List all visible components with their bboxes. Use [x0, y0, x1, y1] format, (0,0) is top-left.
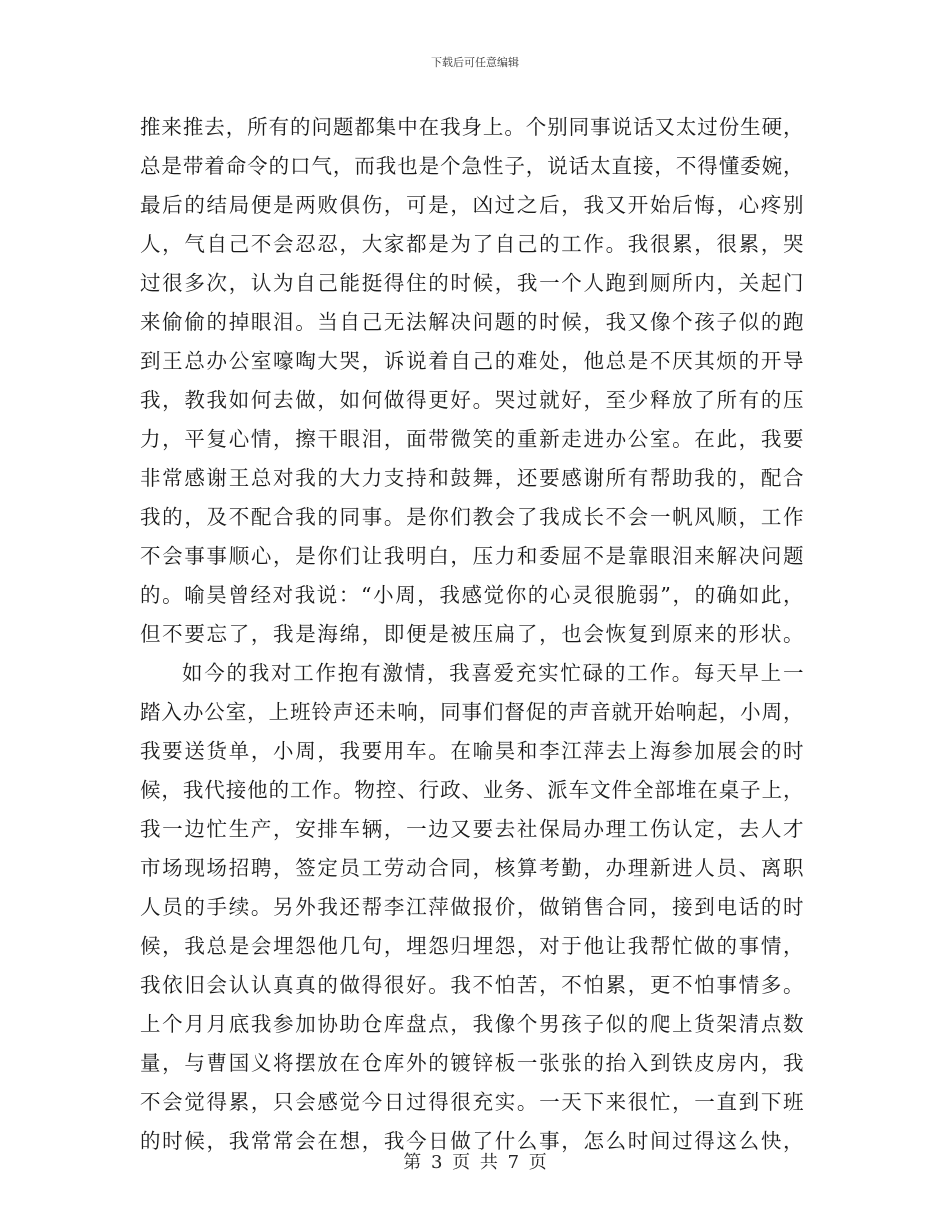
text-line: 我依旧会认认真真的做得很好。我不怕苦，不怕累，更不怕事情多。 [140, 973, 804, 997]
page-header: 下载后可任意编辑 [431, 56, 519, 69]
text-line: 量，与曹国义将摆放在仓库外的镀锌板一张张的抬入到铁皮房内，我 [140, 1051, 804, 1075]
text-line: 我一边忙生产，安排车辆，一边又要去社保局办理工伤认定，去人才 [140, 817, 804, 841]
text-line: 推来推去，所有的问题都集中在我身上。个别同事说话又太过份生硬， [140, 115, 804, 139]
document-body [140, 108, 804, 1161]
text-line: 人，气自己不会忍忍，大家都是为了自己的工作。我很累，很累，哭 [140, 232, 804, 256]
text-line: 最后的结局便是两败俱伤，可是，凶过之后，我又开始后悔，心疼别 [140, 193, 804, 217]
text-line: 非常感谢王总对我的大力支持和鼓舞，还要感谢所有帮助我的，配合 [140, 466, 804, 490]
text-line: 上个月月底我参加协助仓库盘点，我像个男孩子似的爬上货架清点数 [140, 1012, 804, 1036]
page-number: 第 3 页 共 7 页 [403, 1152, 547, 1173]
text-line: 过很多次，认为自己能挺得住的时候，我一个人跑到厕所内，关起门 [140, 271, 804, 295]
text-line: 但不要忘了，我是海绵，即便是被压扁了，也会恢复到原来的形状。 [140, 622, 804, 646]
text-line: 如今的我对工作抱有激情，我喜爱充实忙碌的工作。每天早上一 [182, 661, 804, 685]
text-line: 总是带着命令的口气，而我也是个急性子，说话太直接，不得懂委婉， [140, 154, 804, 178]
text-line: 候，我代接他的工作。物控、行政、业务、派车文件全部堆在桌子上， [140, 778, 804, 802]
text-line: 不会觉得累，只会感觉今日过得很充实。一天下来很忙，一直到下班 [140, 1090, 804, 1114]
text-line: 候，我总是会埋怨他几句，埋怨归埋怨，对于他让我帮忙做的事情， [140, 934, 804, 958]
text-line: 我要送货单，小周，我要用车。在喻昊和李江萍去上海参加展会的时 [140, 739, 804, 763]
text-line: 的。喻昊曾经对我说：“小周，我感觉你的心灵很脆弱”，的确如此， [140, 583, 804, 607]
text-line: 踏入办公室，上班铃声还未响，同事们督促的声音就开始响起，小周， [140, 700, 804, 724]
text-line: 我的，及不配合我的同事。是你们教会了我成长不会一帆风顺，工作 [140, 505, 804, 529]
text-line: 来偷偷的掉眼泪。当自己无法解决问题的时候，我又像个孩子似的跑 [140, 310, 804, 334]
text-line: 的时候，我常常会在想，我今日做了什么事，怎么时间过得这么快， [140, 1129, 804, 1153]
text-line: 我，教我如何去做，如何做得更好。哭过就好，至少释放了所有的压 [140, 388, 804, 412]
text-line: 人员的手续。另外我还帮李江萍做报价，做销售合同，接到电话的时 [140, 895, 804, 919]
text-line: 不会事事顺心，是你们让我明白，压力和委屈不是靠眼泪来解决问题 [140, 544, 804, 568]
text-line: 力，平复心情，擦干眼泪，面带微笑的重新走进办公室。在此，我要 [140, 427, 804, 451]
text-line: 到王总办公室嚎啕大哭，诉说着自己的难处，他总是不厌其烦的开导 [140, 349, 804, 373]
text-line: 市场现场招聘，签定员工劳动合同，核算考勤，办理新进人员、离职 [140, 856, 804, 880]
